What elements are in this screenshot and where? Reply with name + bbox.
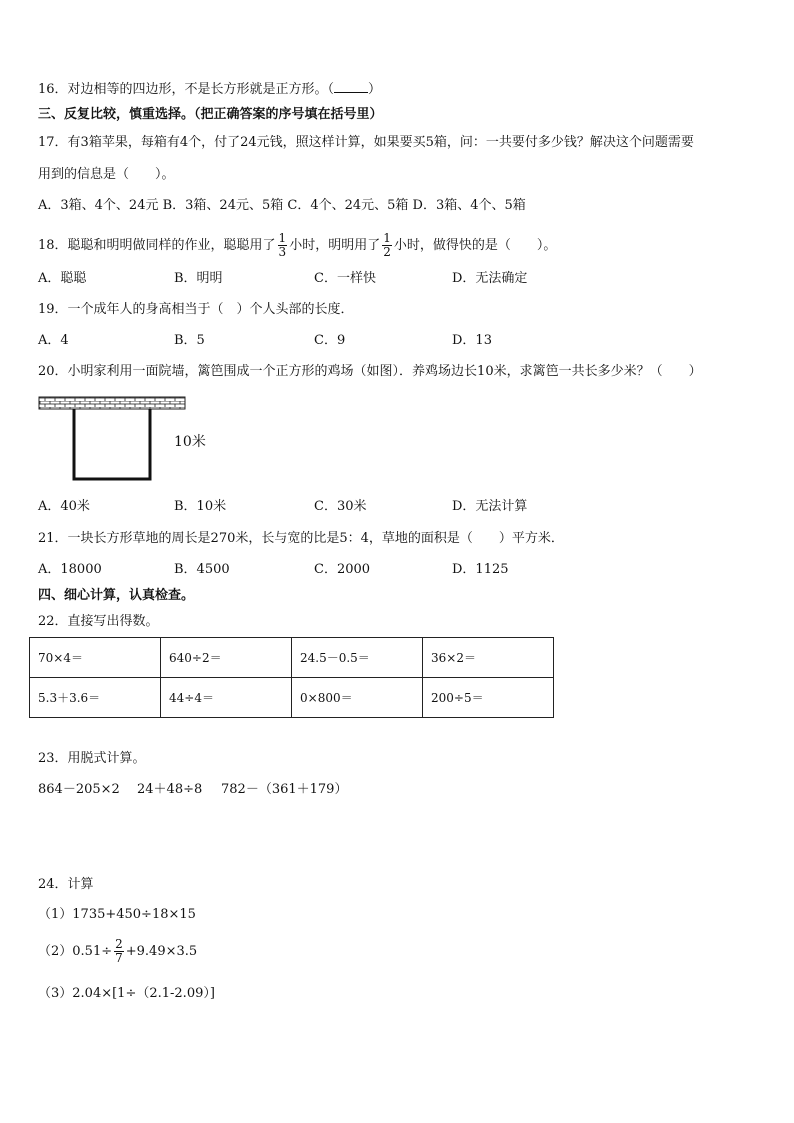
question-23-title: 23．用脱式计算。 xyxy=(38,751,146,766)
option-a: A．40米 xyxy=(38,499,90,514)
fraction-denominator: 2 xyxy=(383,245,391,259)
table-cell[interactable]: 24.5－0.5＝ xyxy=(292,638,423,678)
mental-math-table xyxy=(29,637,554,718)
figure-side-label: 10米 xyxy=(174,434,206,450)
option-a: A．4 xyxy=(38,333,69,348)
question-18-part3: 小时，做得快的是（ ）。 xyxy=(393,238,557,253)
question-19-options xyxy=(38,332,638,350)
table-cell[interactable]: 70×4＝ xyxy=(30,638,161,678)
question-20-text: 20．小明家利用一面院墙，篱笆围成一个正方形的鸡场（如图）．养鸡场边长10米，求篱笆一共长多少米？（ ） xyxy=(38,364,702,379)
question-19-text: 19．一个成年人的身高相当于（ ）个人头部的长度． xyxy=(38,302,354,317)
item2-part-b: +9.49×3.5 xyxy=(125,944,198,959)
fraction-two-sevenths xyxy=(114,938,124,965)
question-17-line2: 用到的信息是（ ）。 xyxy=(38,167,175,182)
question-17-line1: 17．有3箱苹果，每箱有4个，付了24元钱，照这样计算，如果要买5箱，问：一共要付多少钱？解决这个问题需要 xyxy=(38,135,694,150)
table-cell[interactable]: 44÷4＝ xyxy=(161,678,292,718)
section-4-heading: 四、细心计算，认真检查。 xyxy=(38,588,195,603)
option-d: D．无法确定 xyxy=(452,271,528,286)
fraction-numerator: 1 xyxy=(278,231,287,245)
option-c: C．30米 xyxy=(314,499,367,514)
question-24-item2 xyxy=(38,935,197,969)
expression: 864－205×2 xyxy=(38,782,120,797)
item2-part-a: （2）0.51÷ xyxy=(38,944,113,959)
option-c: C．2000 xyxy=(314,562,371,577)
option-a: A．聪聪 xyxy=(38,271,87,286)
section-3-heading: 三、反复比较，慎重选择。（把正确答案的序号填在括号里） xyxy=(38,107,383,122)
question-23-expressions xyxy=(38,781,438,799)
fence xyxy=(74,409,150,479)
expression: 782－（361＋179） xyxy=(221,782,348,797)
option-b: B．10米 xyxy=(174,499,227,514)
question-21-options xyxy=(38,561,638,579)
table-cell[interactable]: 36×2＝ xyxy=(423,638,554,678)
option-d: D．13 xyxy=(452,333,492,348)
table-cell[interactable]: 5.3＋3.6＝ xyxy=(30,678,161,718)
question-16-text: 16．对边相等的四边形，不是长方形就是正方形。（ xyxy=(38,82,335,97)
question-18-part2: 小时，明明用了 xyxy=(289,238,381,253)
table-row xyxy=(30,638,554,678)
option-d: D．1125 xyxy=(452,562,509,577)
question-24-title: 24．计算 xyxy=(38,877,94,892)
option-b: B．明明 xyxy=(174,271,223,286)
table-row xyxy=(30,678,554,718)
question-22-title: 22．直接写出得数。 xyxy=(38,614,159,629)
fraction-denominator: 7 xyxy=(115,951,123,965)
question-24-item3: （3）2.04×[1÷（2.1-2.09）] xyxy=(38,986,215,1001)
table-cell[interactable]: 640÷2＝ xyxy=(161,638,292,678)
question-21-text: 21．一块长方形草地的周长是270米，长与宽的比是5：4，草地的面积是（ ）平方米． xyxy=(38,531,564,546)
option-c: C．一样快 xyxy=(314,271,376,286)
question-20-options xyxy=(38,498,638,516)
option-c: C．9 xyxy=(314,333,346,348)
table-cell[interactable]: 200÷5＝ xyxy=(423,678,554,718)
chicken-farm-figure xyxy=(38,395,188,485)
fraction-one-half xyxy=(382,232,392,259)
question-18 xyxy=(38,228,556,264)
fraction-one-third xyxy=(278,232,288,259)
wall xyxy=(39,397,185,409)
question-18-part1: 18．聪聪和明明做同样的作业，聪聪用了 xyxy=(38,238,276,253)
answer-blank[interactable] xyxy=(334,80,368,93)
option-b: B．4500 xyxy=(174,562,230,577)
fraction-denominator: 3 xyxy=(278,245,287,259)
option-a: A．18000 xyxy=(38,562,102,577)
option-d: D．无法计算 xyxy=(452,499,528,514)
question-18-options xyxy=(38,270,638,288)
fraction-numerator: 1 xyxy=(383,231,391,245)
expression: 24＋48÷8 xyxy=(137,782,203,797)
option-b: B．5 xyxy=(174,333,205,348)
question-16-close: ） xyxy=(368,82,382,97)
table-cell[interactable]: 0×800＝ xyxy=(292,678,423,718)
fraction-numerator: 2 xyxy=(115,937,123,951)
question-16 xyxy=(38,80,381,99)
question-24-item1: （1）1735+450÷18×15 xyxy=(38,907,196,922)
question-17-options: A．3箱、4个、24元 B．3箱、24元、5箱 C．4个、24元、5箱 D．3箱、4个、5箱 xyxy=(38,198,526,213)
